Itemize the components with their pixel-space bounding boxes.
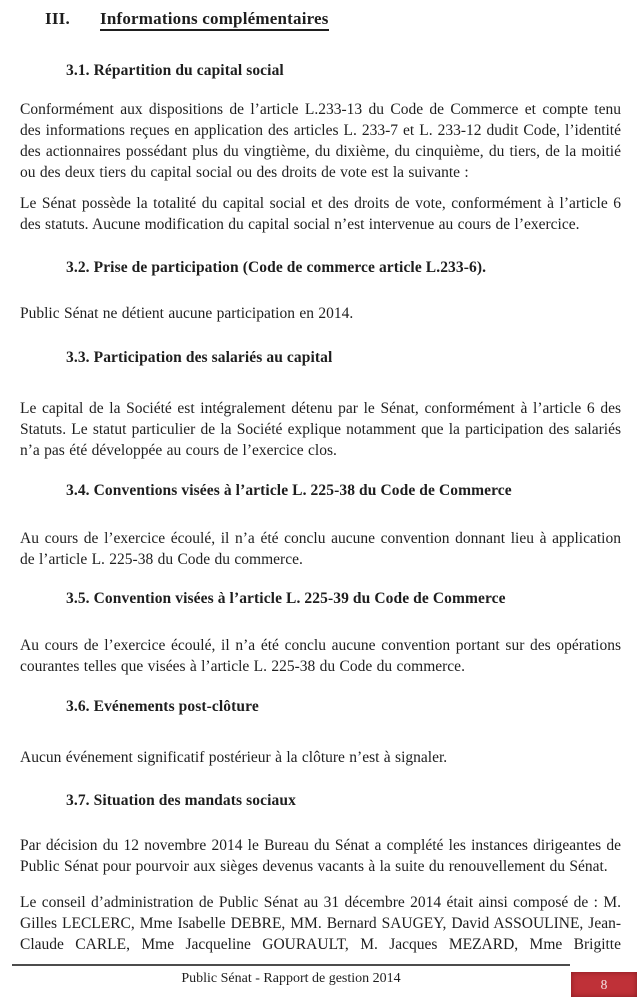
document-title — [45, 9, 329, 29]
document-title-number: III. — [45, 9, 70, 28]
paragraph-3-1-a: Conformément aux dispositions de l’article L.233-13 du Code de Commerce et compte tenu des informations reçues en application des articles L. 233-7 et L. 233-12 dudit Code, l’identité des actionnaires possédant plus du vingtième, du dixième, du cinquième, du tiers, de la moitié ou des deux tiers du capital social ou des droits de vote est la suivante : — [20, 101, 621, 181]
section-heading-3-1: 3.1. Répartition du capital social — [66, 62, 284, 79]
paragraph-3-4-a: Au cours de l’exercice écoulé, il n’a été conclu aucune convention donnant lieu à application de l’article L. 225-38 du Code du commerce. — [20, 530, 621, 568]
section-heading-3-6: 3.6. Evénements post-clôture — [66, 698, 259, 715]
footer-text: Public Sénat - Rapport de gestion 2014 — [181, 971, 401, 986]
page-number-badge: 8 — [571, 972, 637, 997]
section-heading-3-3: 3.3. Participation des salariés au capital — [66, 349, 333, 366]
paragraph-3-2-a: Public Sénat ne détient aucune participation en 2014. — [20, 305, 354, 322]
paragraph-3-1-b: Le Sénat possède la totalité du capital social et des droits de vote, conformément à l’article 6 des statuts. Aucune modification du capital social n’est intervenue au cours de l’exercice. — [20, 195, 621, 233]
section-heading-3-4: 3.4. Conventions visées à l’article L. 225-38 du Code de Commerce — [66, 482, 512, 499]
paragraph-3-3-a: Le capital de la Société est intégralement détenu par le Sénat, conformément à l’article 6 des Statuts. Le statut particulier de la Société explique notamment que la participation des salariés n’a pas été développée au cours de l’exercice clos. — [20, 400, 621, 459]
document-title-text: Informations complémentaires — [100, 9, 329, 31]
section-heading-3-7: 3.7. Situation des mandats sociaux — [66, 792, 296, 809]
paragraph-3-5-a: Au cours de l’exercice écoulé, il n’a été conclu aucune convention portant sur des opérations courantes telles que visées à l’article L. 225-38 du Code du commerce. — [20, 637, 621, 675]
paragraph-3-7-b: Le conseil d’administration de Public Sénat au 31 décembre 2014 était ainsi composé de : M. Gilles LECLERC, Mme Isabelle DEBRE, MM. Bernard SAUGEY, David ASSOULINE, Jean-Claude CARLE, Mme Jacqueline GOURAULT, M. Jacques MEZARD, Mme Brigitte — [20, 894, 621, 953]
section-heading-3-5: 3.5. Convention visées à l’article L. 225-39 du Code de Commerce — [66, 590, 506, 607]
footer-rule — [12, 964, 570, 966]
section-heading-3-2: 3.2. Prise de participation (Code de commerce article L.233-6). — [66, 259, 487, 276]
paragraph-3-7-a: Par décision du 12 novembre 2014 le Bureau du Sénat a complété les instances dirigeantes de Public Sénat pour pourvoir aux sièges devenus vacants à la suite du renouvellement du Sénat. — [20, 837, 621, 875]
paragraph-3-6-a: Aucun événement significatif postérieur à la clôture n’est à signaler. — [20, 749, 448, 766]
